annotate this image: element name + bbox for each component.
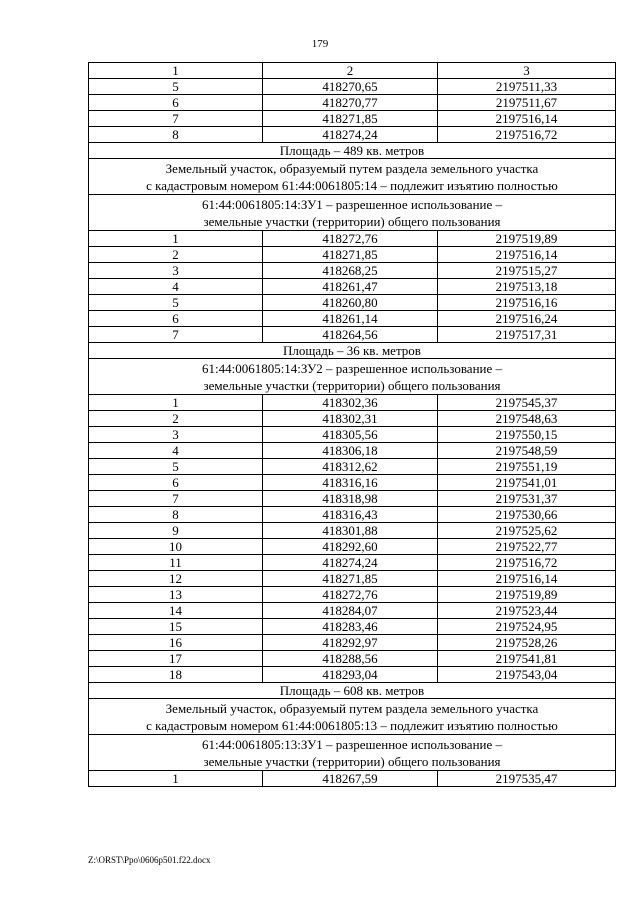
point-number-cell: 5	[89, 79, 263, 95]
section-caption-cell	[89, 699, 616, 735]
y-coordinate-cell: 2197545,37	[438, 395, 616, 411]
x-coordinate-cell: 418261,14	[263, 311, 438, 327]
point-number-cell: 2	[89, 411, 263, 427]
y-coordinate-cell: 2197541,01	[438, 475, 616, 491]
x-coordinate-cell: 418292,97	[263, 635, 438, 651]
table-section-row	[89, 735, 616, 771]
point-number-cell: 2	[89, 247, 263, 263]
section-caption-line: 61:44:0061805:13:ЗУ1 – разрешенное использование –	[201, 736, 503, 752]
x-coordinate-cell: 418267,59	[263, 771, 438, 787]
section-caption-line: 61:44:0061805:14:ЗУ2 – разрешенное использование –	[201, 360, 503, 376]
y-coordinate-cell: 2197541,81	[438, 651, 616, 667]
page-number: 179	[311, 38, 329, 50]
y-coordinate-cell: 2197513,18	[438, 279, 616, 295]
x-coordinate-cell: 418306,18	[263, 443, 438, 459]
table-row	[89, 95, 616, 111]
point-number-cell: 12	[89, 571, 263, 587]
y-coordinate-cell: 2197525,62	[438, 523, 616, 539]
y-coordinate-cell: 2197516,24	[438, 311, 616, 327]
section-caption-line: 61:44:0061805:14:ЗУ1 – разрешенное использование –	[201, 196, 503, 212]
table-row	[89, 571, 616, 587]
y-coordinate-cell: 2197516,72	[438, 127, 616, 143]
x-coordinate-cell: 418305,56	[263, 427, 438, 443]
x-coordinate-cell: 418302,31	[263, 411, 438, 427]
table-row	[89, 443, 616, 459]
section-caption-cell	[89, 359, 616, 395]
table-section-row	[89, 159, 616, 195]
x-coordinate-cell: 418316,43	[263, 507, 438, 523]
point-number-cell: 5	[89, 295, 263, 311]
table-row	[89, 587, 616, 603]
point-number-cell: 6	[89, 95, 263, 111]
table-row	[89, 507, 616, 523]
section-caption-line: земельные участки (территории) общего пользования	[203, 213, 501, 229]
table-row	[89, 459, 616, 475]
point-number-cell: 16	[89, 635, 263, 651]
table-row	[89, 327, 616, 343]
x-coordinate-cell: 418288,56	[263, 651, 438, 667]
section-caption-cell	[89, 143, 616, 159]
y-coordinate-cell: 2197550,15	[438, 427, 616, 443]
point-number-cell: 1	[89, 771, 263, 787]
y-coordinate-cell: 2197528,26	[438, 635, 616, 651]
point-number-cell: 7	[89, 327, 263, 343]
y-coordinate-cell: 2197511,33	[438, 79, 616, 95]
y-coordinate-cell: 2197516,72	[438, 555, 616, 571]
section-caption-line: земельные участки (территории) общего пользования	[203, 377, 501, 393]
table-row	[89, 491, 616, 507]
table-row	[89, 127, 616, 143]
x-coordinate-cell: 418292,60	[263, 539, 438, 555]
x-coordinate-cell: 418261,47	[263, 279, 438, 295]
x-coordinate-cell: 418268,25	[263, 263, 438, 279]
point-number-cell: 4	[89, 443, 263, 459]
point-number-cell: 14	[89, 603, 263, 619]
header-cell-y: 3	[438, 63, 616, 79]
table-row	[89, 635, 616, 651]
table-row	[89, 427, 616, 443]
section-caption-line: земельные участки (территории) общего пользования	[203, 753, 501, 769]
table-row	[89, 603, 616, 619]
section-caption-cell	[89, 343, 616, 359]
x-coordinate-cell: 418283,46	[263, 619, 438, 635]
point-number-cell: 7	[89, 491, 263, 507]
y-coordinate-cell: 2197516,14	[438, 571, 616, 587]
table-row	[89, 651, 616, 667]
header-cell-x: 2	[263, 63, 438, 79]
table-row	[89, 619, 616, 635]
footer-file-path: Z:\ORST\Ppo\0606p501.f22.docx	[88, 855, 211, 865]
x-coordinate-cell: 418272,76	[263, 231, 438, 247]
y-coordinate-cell: 2197519,89	[438, 231, 616, 247]
y-coordinate-cell: 2197523,44	[438, 603, 616, 619]
x-coordinate-cell: 418293,04	[263, 667, 438, 683]
table-section-row	[89, 143, 616, 159]
point-number-cell: 8	[89, 127, 263, 143]
x-coordinate-cell: 418264,56	[263, 327, 438, 343]
y-coordinate-cell: 2197548,63	[438, 411, 616, 427]
point-number-cell: 9	[89, 523, 263, 539]
x-coordinate-cell: 418270,77	[263, 95, 438, 111]
point-number-cell: 5	[89, 459, 263, 475]
point-number-cell: 1	[89, 395, 263, 411]
table-row	[89, 247, 616, 263]
y-coordinate-cell: 2197530,66	[438, 507, 616, 523]
point-number-cell: 6	[89, 475, 263, 491]
table-row	[89, 279, 616, 295]
section-caption-line: с кадастровым номером 61:44:0061805:14 – подлежит изъятию полностью	[146, 177, 558, 193]
x-coordinate-cell: 418302,36	[263, 395, 438, 411]
table-row	[89, 395, 616, 411]
point-number-cell: 3	[89, 427, 263, 443]
y-coordinate-cell: 2197535,47	[438, 771, 616, 787]
y-coordinate-cell: 2197519,89	[438, 587, 616, 603]
section-caption-line: с кадастровым номером 61:44:0061805:13 – подлежит изъятию полностью	[146, 717, 558, 733]
point-number-cell: 13	[89, 587, 263, 603]
y-coordinate-cell: 2197516,14	[438, 247, 616, 263]
section-caption-cell	[89, 683, 616, 699]
x-coordinate-cell: 418316,16	[263, 475, 438, 491]
table-row	[89, 667, 616, 683]
coordinates-table-body	[89, 63, 616, 787]
section-caption-cell	[89, 159, 616, 195]
section-caption-line: Земельный участок, образуемый путем раздела земельного участка	[165, 160, 539, 176]
point-number-cell: 7	[89, 111, 263, 127]
table-row	[89, 411, 616, 427]
x-coordinate-cell: 418274,24	[263, 555, 438, 571]
section-caption-line: Земельный участок, образуемый путем раздела земельного участка	[165, 700, 539, 716]
point-number-cell: 15	[89, 619, 263, 635]
point-number-cell: 6	[89, 311, 263, 327]
x-coordinate-cell: 418271,85	[263, 111, 438, 127]
point-number-cell: 8	[89, 507, 263, 523]
table-row	[89, 231, 616, 247]
table-row	[89, 475, 616, 491]
table-row	[89, 263, 616, 279]
x-coordinate-cell: 418301,88	[263, 523, 438, 539]
table-row	[89, 111, 616, 127]
table-section-row	[89, 683, 616, 699]
y-coordinate-cell: 2197516,14	[438, 111, 616, 127]
header-cell-point: 1	[89, 63, 263, 79]
table-header-row	[89, 63, 616, 79]
section-caption-cell	[89, 735, 616, 771]
y-coordinate-cell: 2197543,04	[438, 667, 616, 683]
x-coordinate-cell: 418312,62	[263, 459, 438, 475]
point-number-cell: 4	[89, 279, 263, 295]
point-number-cell: 17	[89, 651, 263, 667]
section-caption-cell	[89, 195, 616, 231]
y-coordinate-cell: 2197551,19	[438, 459, 616, 475]
x-coordinate-cell: 418274,24	[263, 127, 438, 143]
table-section-row	[89, 343, 616, 359]
table-section-row	[89, 699, 616, 735]
table-row	[89, 539, 616, 555]
table-section-row	[89, 359, 616, 395]
coordinates-table	[88, 62, 616, 787]
section-caption-line: Площадь – 36 кв. метров	[283, 342, 421, 358]
section-caption-line: Площадь – 489 кв. метров	[279, 142, 425, 158]
point-number-cell: 18	[89, 667, 263, 683]
x-coordinate-cell: 418284,07	[263, 603, 438, 619]
x-coordinate-cell: 418270,65	[263, 79, 438, 95]
table-row	[89, 771, 616, 787]
table-row	[89, 555, 616, 571]
table-row	[89, 295, 616, 311]
x-coordinate-cell: 418271,85	[263, 571, 438, 587]
x-coordinate-cell: 418318,98	[263, 491, 438, 507]
y-coordinate-cell: 2197516,16	[438, 295, 616, 311]
y-coordinate-cell: 2197548,59	[438, 443, 616, 459]
point-number-cell: 3	[89, 263, 263, 279]
point-number-cell: 11	[89, 555, 263, 571]
point-number-cell: 1	[89, 231, 263, 247]
x-coordinate-cell: 418260,80	[263, 295, 438, 311]
y-coordinate-cell: 2197522,77	[438, 539, 616, 555]
x-coordinate-cell: 418272,76	[263, 587, 438, 603]
table-row	[89, 79, 616, 95]
y-coordinate-cell: 2197531,37	[438, 491, 616, 507]
y-coordinate-cell: 2197511,67	[438, 95, 616, 111]
table-row	[89, 311, 616, 327]
y-coordinate-cell: 2197524,95	[438, 619, 616, 635]
table-section-row	[89, 195, 616, 231]
point-number-cell: 10	[89, 539, 263, 555]
x-coordinate-cell: 418271,85	[263, 247, 438, 263]
y-coordinate-cell: 2197515,27	[438, 263, 616, 279]
table-row	[89, 523, 616, 539]
section-caption-line: Площадь – 608 кв. метров	[279, 682, 425, 698]
y-coordinate-cell: 2197517,31	[438, 327, 616, 343]
